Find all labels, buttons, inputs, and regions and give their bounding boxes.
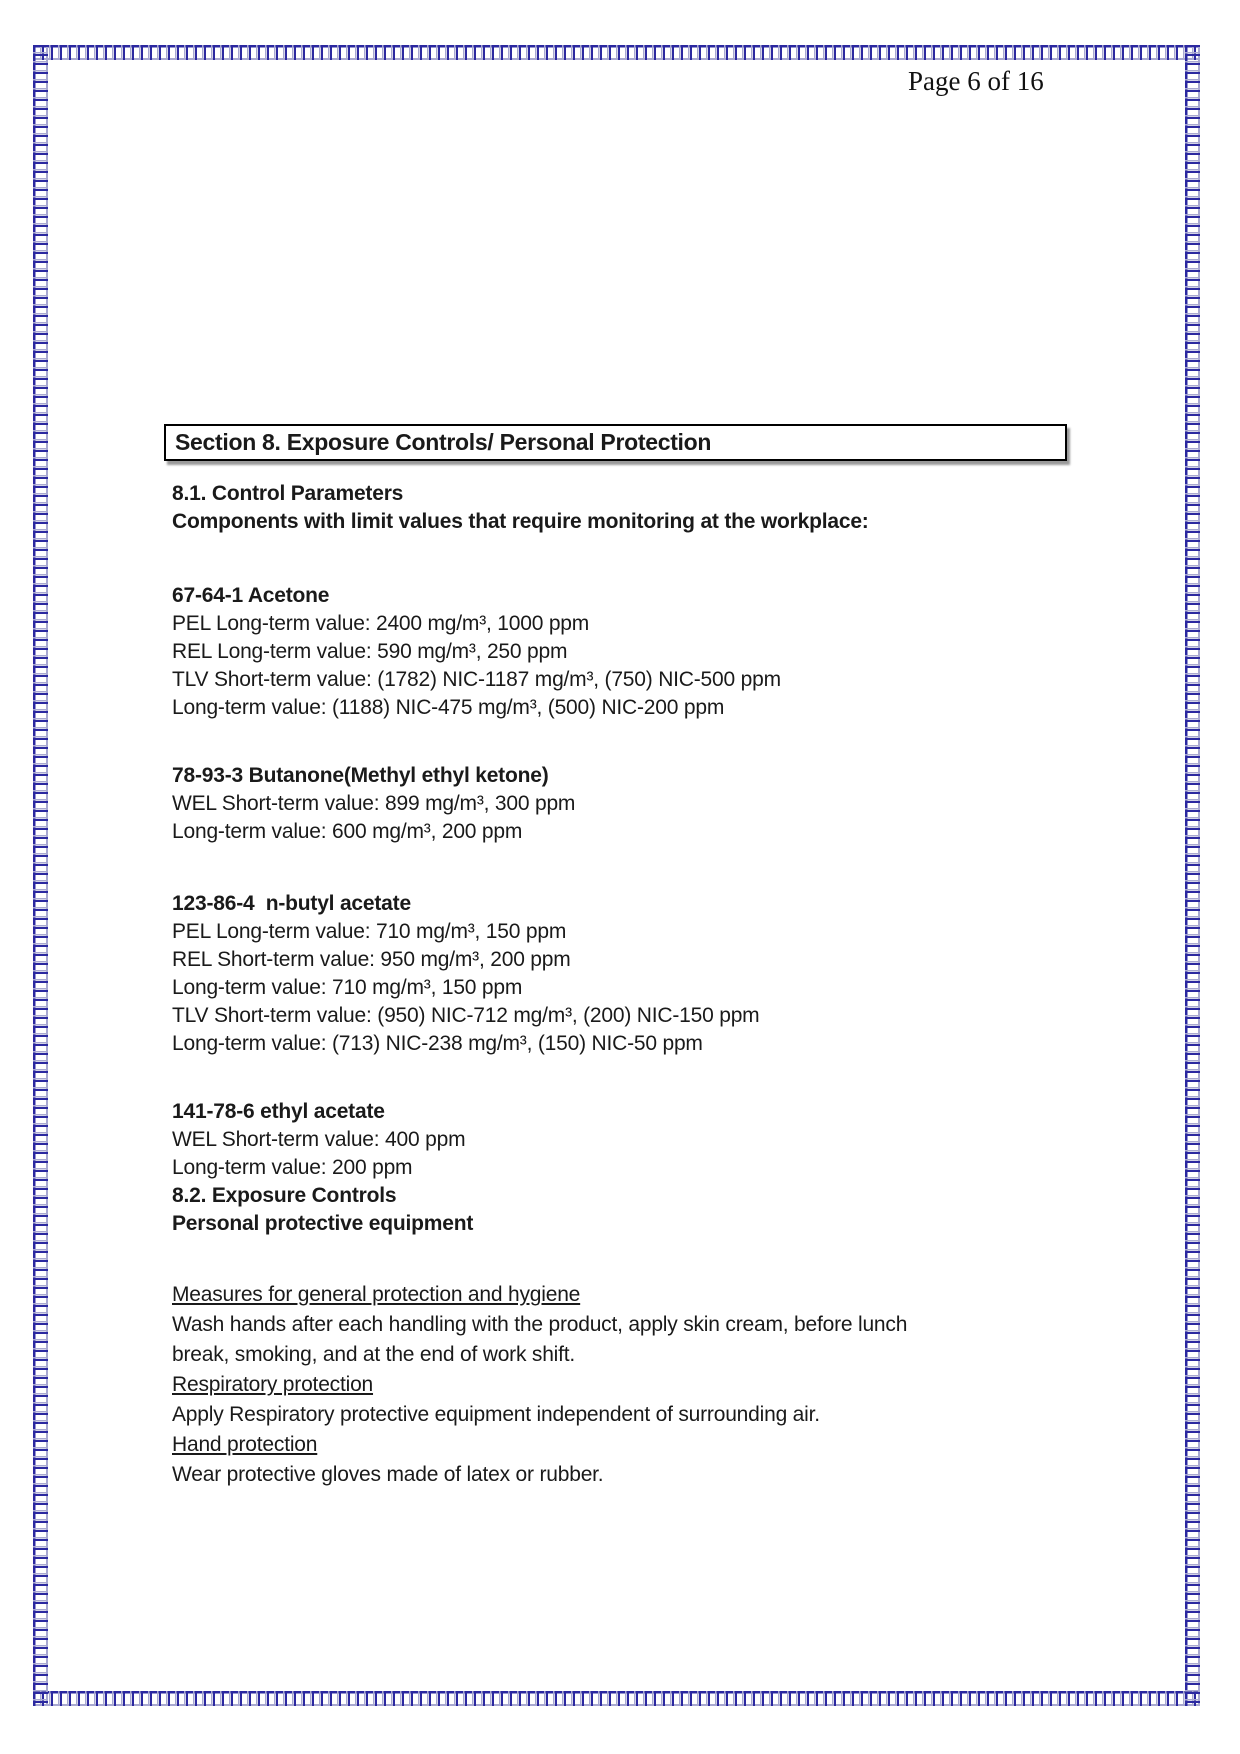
component-name: 78-93-3 Butanone(Methyl ethyl ketone) <box>172 764 549 787</box>
component-acetone <box>172 582 1082 722</box>
exposure-limit-line: Long-term value: 200 ppm <box>172 1156 413 1179</box>
exposure-limit-line: WEL Short-term value: 899 mg/m³, 300 ppm <box>172 792 576 815</box>
ppe-entry-label: Measures for general protection and hygiene <box>172 1283 581 1306</box>
control-parameters-heading: 8.1. Control Parameters <box>172 482 404 505</box>
component-n-butyl-acetate <box>172 890 1082 1058</box>
decorative-border-left <box>33 45 48 1706</box>
component-ethyl-acetate <box>172 1098 1082 1182</box>
exposure-limit-line: Long-term value: 600 mg/m³, 200 ppm <box>172 820 523 843</box>
section-header-title: Section 8. Exposure Controls/ Personal Protection <box>175 429 712 455</box>
exposure-limit-line: REL Short-term value: 950 mg/m³, 200 ppm <box>172 948 571 971</box>
exposure-limit-line: TLV Short-term value: (1782) NIC-1187 mg/m³, (750) NIC-500 ppm <box>172 668 781 691</box>
exposure-limit-line: REL Long-term value: 590 mg/m³, 250 ppm <box>172 640 568 663</box>
ppe-entry-text: break, smoking, and at the end of work shift. <box>172 1343 576 1366</box>
exposure-limit-line: PEL Long-term value: 710 mg/m³, 150 ppm <box>172 920 567 943</box>
exposure-limit-line: Long-term value: 710 mg/m³, 150 ppm <box>172 976 523 999</box>
document-body <box>172 480 1082 1490</box>
decorative-border-right <box>1185 45 1200 1706</box>
exposure-limit-line: TLV Short-term value: (950) NIC-712 mg/m³, (200) NIC-150 ppm <box>172 1004 760 1027</box>
page-number: Page 6 of 16 <box>908 66 1044 96</box>
exposure-controls-subheading: Personal protective equipment <box>172 1212 474 1235</box>
component-name: 123-86-4 n-butyl acetate <box>172 892 411 915</box>
ppe-entry-text: Apply Respiratory protective equipment independent of surrounding air. <box>172 1403 820 1426</box>
exposure-controls-heading: 8.2. Exposure Controls <box>172 1184 397 1207</box>
section-header-box <box>164 424 1067 461</box>
exposure-limit-line: Long-term value: (713) NIC-238 mg/m³, (150) NIC-50 ppm <box>172 1032 703 1055</box>
exposure-limit-line: WEL Short-term value: 400 ppm <box>172 1128 466 1151</box>
decorative-border-bottom <box>33 1691 1200 1706</box>
control-parameters-subheading: Components with limit values that require monitoring at the workplace: <box>172 510 869 533</box>
exposure-limit-line: PEL Long-term value: 2400 mg/m³, 1000 ppm <box>172 612 590 635</box>
decorative-border-top <box>33 45 1200 60</box>
component-name: 67-64-1 Acetone <box>172 584 330 607</box>
exposure-limit-line: Long-term value: (1188) NIC-475 mg/m³, (500) NIC-200 ppm <box>172 696 725 719</box>
ppe-entries <box>172 1280 1082 1490</box>
ppe-entry-text: Wash hands after each handling with the product, apply skin cream, before lunch <box>172 1313 908 1336</box>
component-name: 141-78-6 ethyl acetate <box>172 1100 385 1123</box>
ppe-entry-label: Respiratory protection <box>172 1373 374 1396</box>
component-butanone <box>172 762 1082 846</box>
ppe-entry-text: Wear protective gloves made of latex or rubber. <box>172 1463 604 1486</box>
ppe-entry-label: Hand protection <box>172 1433 318 1456</box>
